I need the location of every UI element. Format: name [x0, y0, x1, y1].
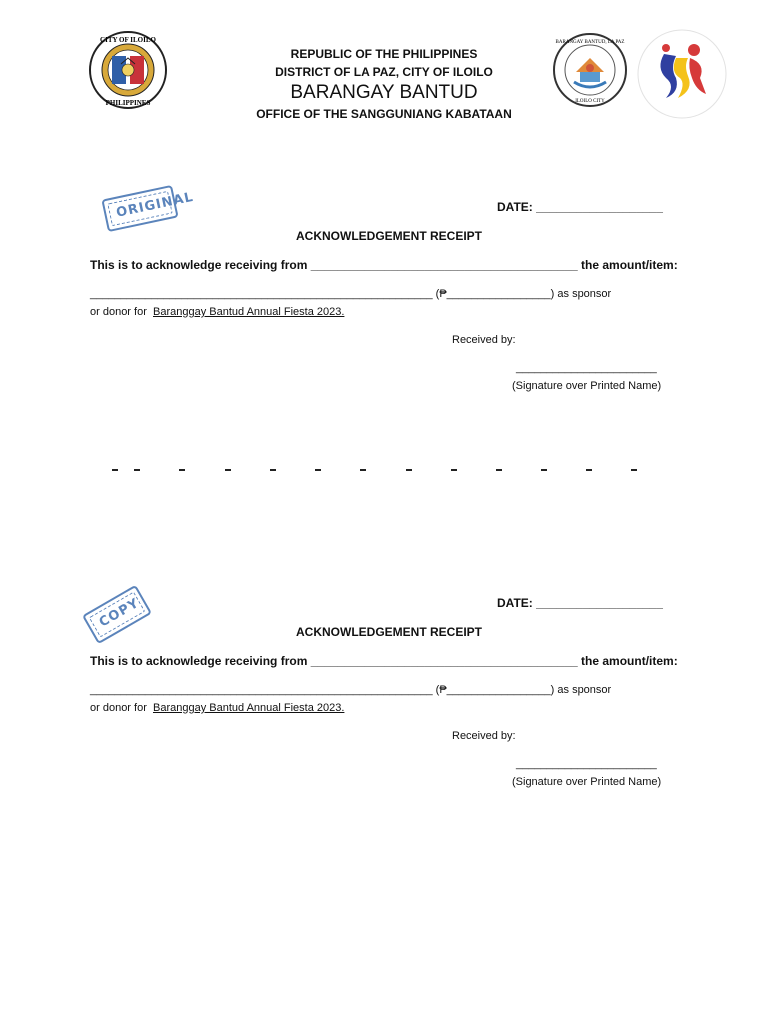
cut-line	[112, 469, 642, 473]
header-line-1: REPUBLIC OF THE PHILIPPINES	[290, 47, 478, 61]
donor-text: or donor for	[90, 306, 147, 318]
seal-right-top-text: BARANGAY BANTUD, LA PAZ	[555, 40, 625, 45]
receipt-intro-text: This is to acknowledge receiving from	[90, 258, 308, 272]
amount-item-label: the amount/item:	[581, 654, 678, 668]
event-name: Baranggay Bantud Annual Fiesta 2023.	[153, 306, 345, 318]
page-title: BARANGAY BANTUD	[290, 82, 478, 103]
event-name: Baranggay Bantud Annual Fiesta 2023.	[153, 702, 345, 714]
sk-logo	[636, 28, 728, 120]
seal-right-bottom-text: ILOILO CITY	[575, 99, 605, 104]
peso-amount-blank[interactable]: (₱_________________)	[435, 288, 555, 300]
signature-caption: (Signature over Printed Name)	[512, 776, 662, 788]
signature-line[interactable]: _______________________	[516, 758, 657, 770]
receipt-intro-text: This is to acknowledge receiving from	[90, 654, 308, 668]
date-field[interactable]: DATE: ___________________	[497, 200, 663, 214]
giver-name-blank[interactable]: ________________________________________	[310, 654, 578, 668]
barangay-bantud-seal	[552, 32, 628, 108]
amount-item-blank[interactable]: ________________________________________________________	[90, 288, 433, 300]
signature-line[interactable]: _______________________	[516, 362, 657, 374]
amount-item-blank[interactable]: ________________________________________________________	[90, 684, 433, 696]
received-by-label: Received by:	[452, 730, 516, 742]
date-field[interactable]: DATE: ___________________	[497, 596, 663, 610]
office-name: OFFICE OF THE SANGGUNIANG KABATAAN	[256, 107, 512, 121]
giver-name-blank[interactable]: ________________________________________	[310, 258, 578, 272]
sponsor-text: as sponsor	[557, 288, 612, 300]
peso-amount-blank[interactable]: (₱_________________)	[435, 684, 555, 696]
received-by-label: Received by:	[452, 334, 516, 346]
header-line-2: DISTRICT OF LA PAZ, CITY OF ILOILO	[275, 65, 493, 79]
receipt-title: ACKNOWLEDGEMENT RECEIPT	[296, 625, 482, 639]
copy-stamp: COPY	[82, 585, 152, 645]
amount-item-label: the amount/item:	[581, 258, 678, 272]
original-stamp: ORIGINAL	[101, 185, 178, 232]
signature-caption: (Signature over Printed Name)	[512, 380, 662, 392]
seal-left-top-text: CITY OF ILOILO	[100, 36, 156, 44]
sponsor-text: as sponsor	[557, 684, 612, 696]
seal-left-bottom-text: PHILIPPINES	[105, 99, 151, 107]
donor-text: or donor for	[90, 702, 147, 714]
receipt-title: ACKNOWLEDGEMENT RECEIPT	[296, 229, 482, 243]
